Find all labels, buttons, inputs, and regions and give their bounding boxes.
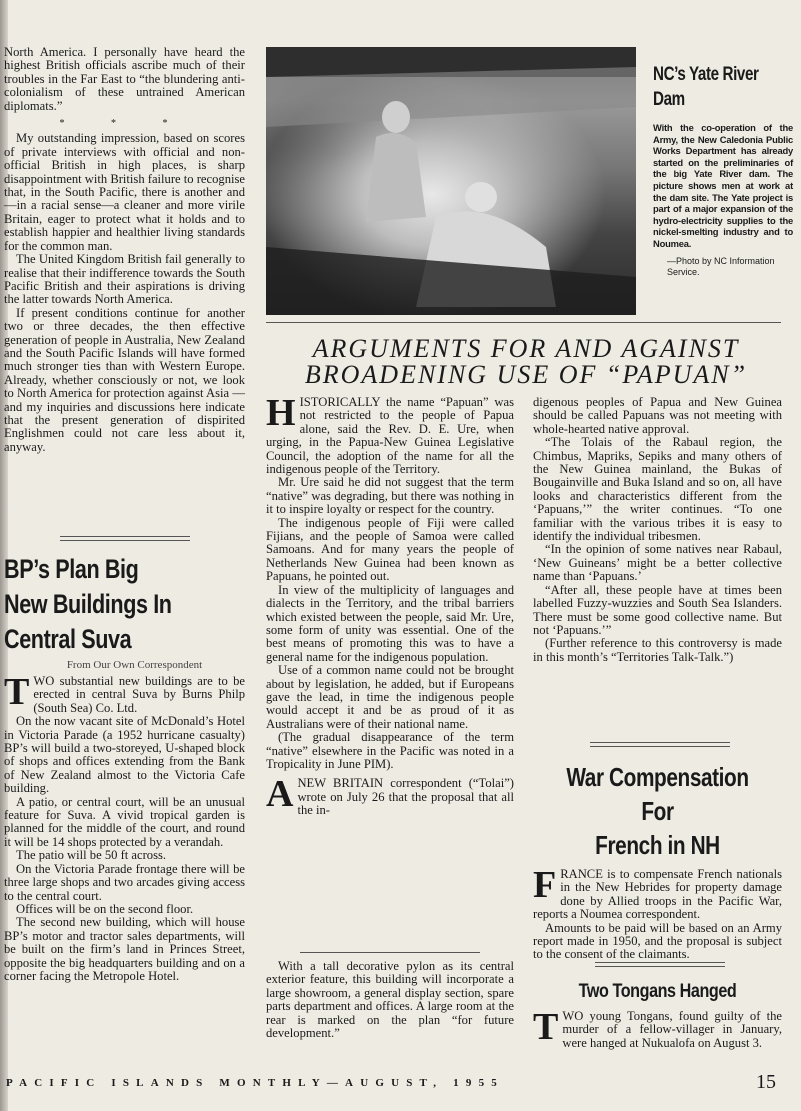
papuan-c1-p2: Mr. Ure said he did not suggest that the term “native” was degrading, but there was nothing in it to inspire loyalty or respect for the country.: [266, 475, 514, 517]
papuan-c1-p7: NEW BRITAIN correspondent (“Tolai”) wrote on July 26 that the proposal that all the in-: [297, 776, 514, 818]
photo-figures: [266, 47, 636, 315]
bp-para-3: A patio, or central court, will be an unusual feature for Suva. A vivid tropical garden is planned for the middle of the court, and round it will be 14 shops protected by a verandah.: [4, 794, 245, 849]
papuan-headline-line2: BROADENING USE OF “PAPUAN”: [304, 360, 748, 389]
bp-dropcap: T: [4, 671, 30, 713]
photo-bottom-rule: [266, 322, 781, 323]
war-headline-line2: French in NH: [595, 830, 720, 860]
papuan-c1-p4: In view of the multiplicity of languages and dialects in the Territory, and the tribal barriers which existed between the people, said Mr. Ure, some form of unity was essential. One of the best means of promoting this was to have a general name for the indigenous population.: [266, 582, 514, 664]
papuan-c1-p5: Use of a common name could not be brought about by legislation, he added, but if Europeans gave the lead, in time the indigenous people would accept it and be as proud of it as Australians were of their national name.: [266, 663, 514, 731]
bp-continuation-rule: [300, 952, 480, 953]
photo-caption: With the co-operation of the Army, the New Caledonia Public Works Department has already started on the preliminaries of the big Yate River dam. The picture shows men at work at the dam site. The Yate project is part of a major expansion of the hydro-electricity supplies to the nickel-smelting industry and to Noumea.: [653, 122, 793, 249]
left-para-2: My outstanding impression, based on scores of private interviews with official and non-official British in high places, is sharp disappointment with British failure to recognise that, in the South Pacific, there is another and—in a racial sense—a cleaner and more virile Britain, eager to protect what it holds and to establish happier and healthier living standards for the common man.: [4, 131, 245, 253]
left-column-text: [4, 46, 245, 454]
papuan-headline-line1: ARGUMENTS FOR AND AGAINST: [312, 334, 740, 363]
war-para-2: Amounts to be paid will be based on an Army report made in 1950, and the proposal is subject to the consent of the claimants.: [533, 920, 782, 962]
tongan-article: [533, 980, 782, 1050]
bp-para-2: On the now vacant site of McDonald’s Hotel in Victoria Parade (a 1952 hurricane casualty) BP’s will build a two-storeyed, U-shaped block of shops and offices extending from the Bank of New Zealand almost to the Victoria Cafe building.: [4, 714, 245, 796]
section-separator: * * *: [59, 118, 190, 130]
photo-credit: —Photo by NC Information Service.: [667, 255, 775, 277]
war-headline: [558, 760, 757, 862]
column-divider-rule: [60, 536, 190, 541]
war-dropcap: F: [533, 864, 557, 906]
bp-para-6: Offices will be on the second floor.: [16, 901, 194, 916]
bp-para-1: WO substantial new buildings are to be erected in central Suva by Burns Philp (South Sea) Co. Ltd.: [33, 674, 245, 715]
yate-dam-photo: [266, 47, 636, 315]
left-para-4: If present conditions continue for another two or three decades, the then effective generation of people in Australia, New Zealand and the South Pacific Islands will have formed much stronger ties than with Western Europe. Already, whether consciously or not, we look to North America for protection against Asia —and my inquiries and discussions here indicate that the present generation of dispirited Englishmen could not care less about it, anyway.: [4, 305, 245, 454]
war-article: [533, 760, 782, 962]
papuan-c2-p2: “The Tolais of the Rabaul region, the Chimbus, Mapriks, Sepiks and many others of the New Guinea mainland, the Bukas of Bougainville and Buka Island and so on, all have looks and characteristics different from the ‘Papuans,’” the writer continues. “To one familiar with the various tribes it is easy to identify the individual tribesmen.: [533, 435, 782, 544]
war-para-1: RANCE is to compensate French nationals in the New Hebrides for property damage done by Allied troops in the Pacific War, reports a Noumea correspondent.: [533, 867, 782, 922]
papuan-c1-p6: (The gradual disappearance of the term “native” elsewhere in the Pacific was noted in a Tropicality in June PIM).: [266, 730, 514, 771]
bp-para-4: The patio will be 50 ft across.: [16, 848, 167, 863]
bp-para-7: The second new building, which will house BP’s motor and tractor sales departments, will be built on the firm’s land in Princes Street, opposite the big headquarters building and on a corner facing the Metropole Hotel.: [4, 915, 245, 983]
papuan-c1-p1: ISTORICALLY the name “Papuan” was not restricted to the people of Papua alone, said the Rev. D. E. Ure, when urging, in the Papua-New Guinea Legislative Council, the adoption of the name for all the indigenous people of the Territory.: [266, 395, 514, 477]
photo-caption-block: [653, 62, 793, 278]
papuan-c1-p3: The indigenous people of Fiji were called Fijians, and the people of Samoa were called Samoans. And for many years the people of Netherlands New Guinea had been known as Papuans, he pointed out.: [266, 515, 514, 584]
tongan-top-rule: [595, 962, 725, 967]
papuan-dropcap: H: [266, 392, 296, 434]
new-britain-dropcap: A: [266, 773, 294, 816]
papuan-c2-p3: “In the opinion of some natives near Rabaul, ‘New Guineans’ might be a better collective name than ‘Papuans.’: [533, 542, 782, 584]
war-headline-line1: War Compensation For: [566, 762, 749, 826]
bp-byline: From Our Own Correspondent: [66, 659, 203, 671]
papuan-c2-p4: “After all, these people have at times been labelled Fuzzy-wuzzies and South Sea Islanders. There must be some good collective name. But not ‘Papuans.’”: [533, 582, 782, 637]
footer-masthead: PACIFIC ISLANDS MONTHLY—AUGUST, 1955: [6, 1077, 504, 1089]
bp-para-5: On the Victoria Parade frontage there will be three large shops and two arcades giving access to the central court.: [4, 861, 245, 903]
page-number: 15: [756, 1071, 776, 1093]
tongan-para-1: WO young Tongans, found guilty of the murder of a fellow-villager in January, were hanged at Nukualofa on August 3.: [562, 1009, 782, 1050]
bp-article: [4, 552, 245, 983]
bp-para-8: With a tall decorative pylon as its central exterior feature, this building will incorporate a large showroom, a general display section, spare parts department and offices. A large room at the rear is marked on the plan “for future development.”: [266, 959, 514, 1041]
tongan-dropcap: T: [533, 1006, 559, 1048]
papuan-headline: [266, 336, 786, 388]
papuan-c2-p5: (Further reference to this controversy is made in this month’s “Territories Talk-Talk.”): [533, 636, 782, 664]
papuan-column-2: [533, 396, 782, 664]
photo-title: NC’s Yate River Dam: [653, 64, 759, 110]
war-top-rule: [590, 742, 730, 747]
papuan-c2-p1: digenous peoples of Papua and New Guinea should be called Papuans was not meeting with whole-hearted native approval.: [533, 395, 782, 436]
bp-continuation: [266, 960, 514, 1040]
left-para-3: The United Kingdom British fail generally to realise that their indifference towards the South Pacific British and their aspirations is driving the latter towards North America.: [4, 252, 245, 307]
tongan-headline: Two Tongans Hanged: [578, 981, 737, 1002]
papuan-column-1: [266, 392, 514, 818]
bp-headline: BP’s Plan Big New Buildings In Central Suva: [4, 554, 172, 654]
left-para-1: North America. I personally have heard the highest British officials ascribe much of their troubles in the Far East to “the blundering anti-colonialism of these untrained American diplomats.”: [4, 45, 245, 113]
